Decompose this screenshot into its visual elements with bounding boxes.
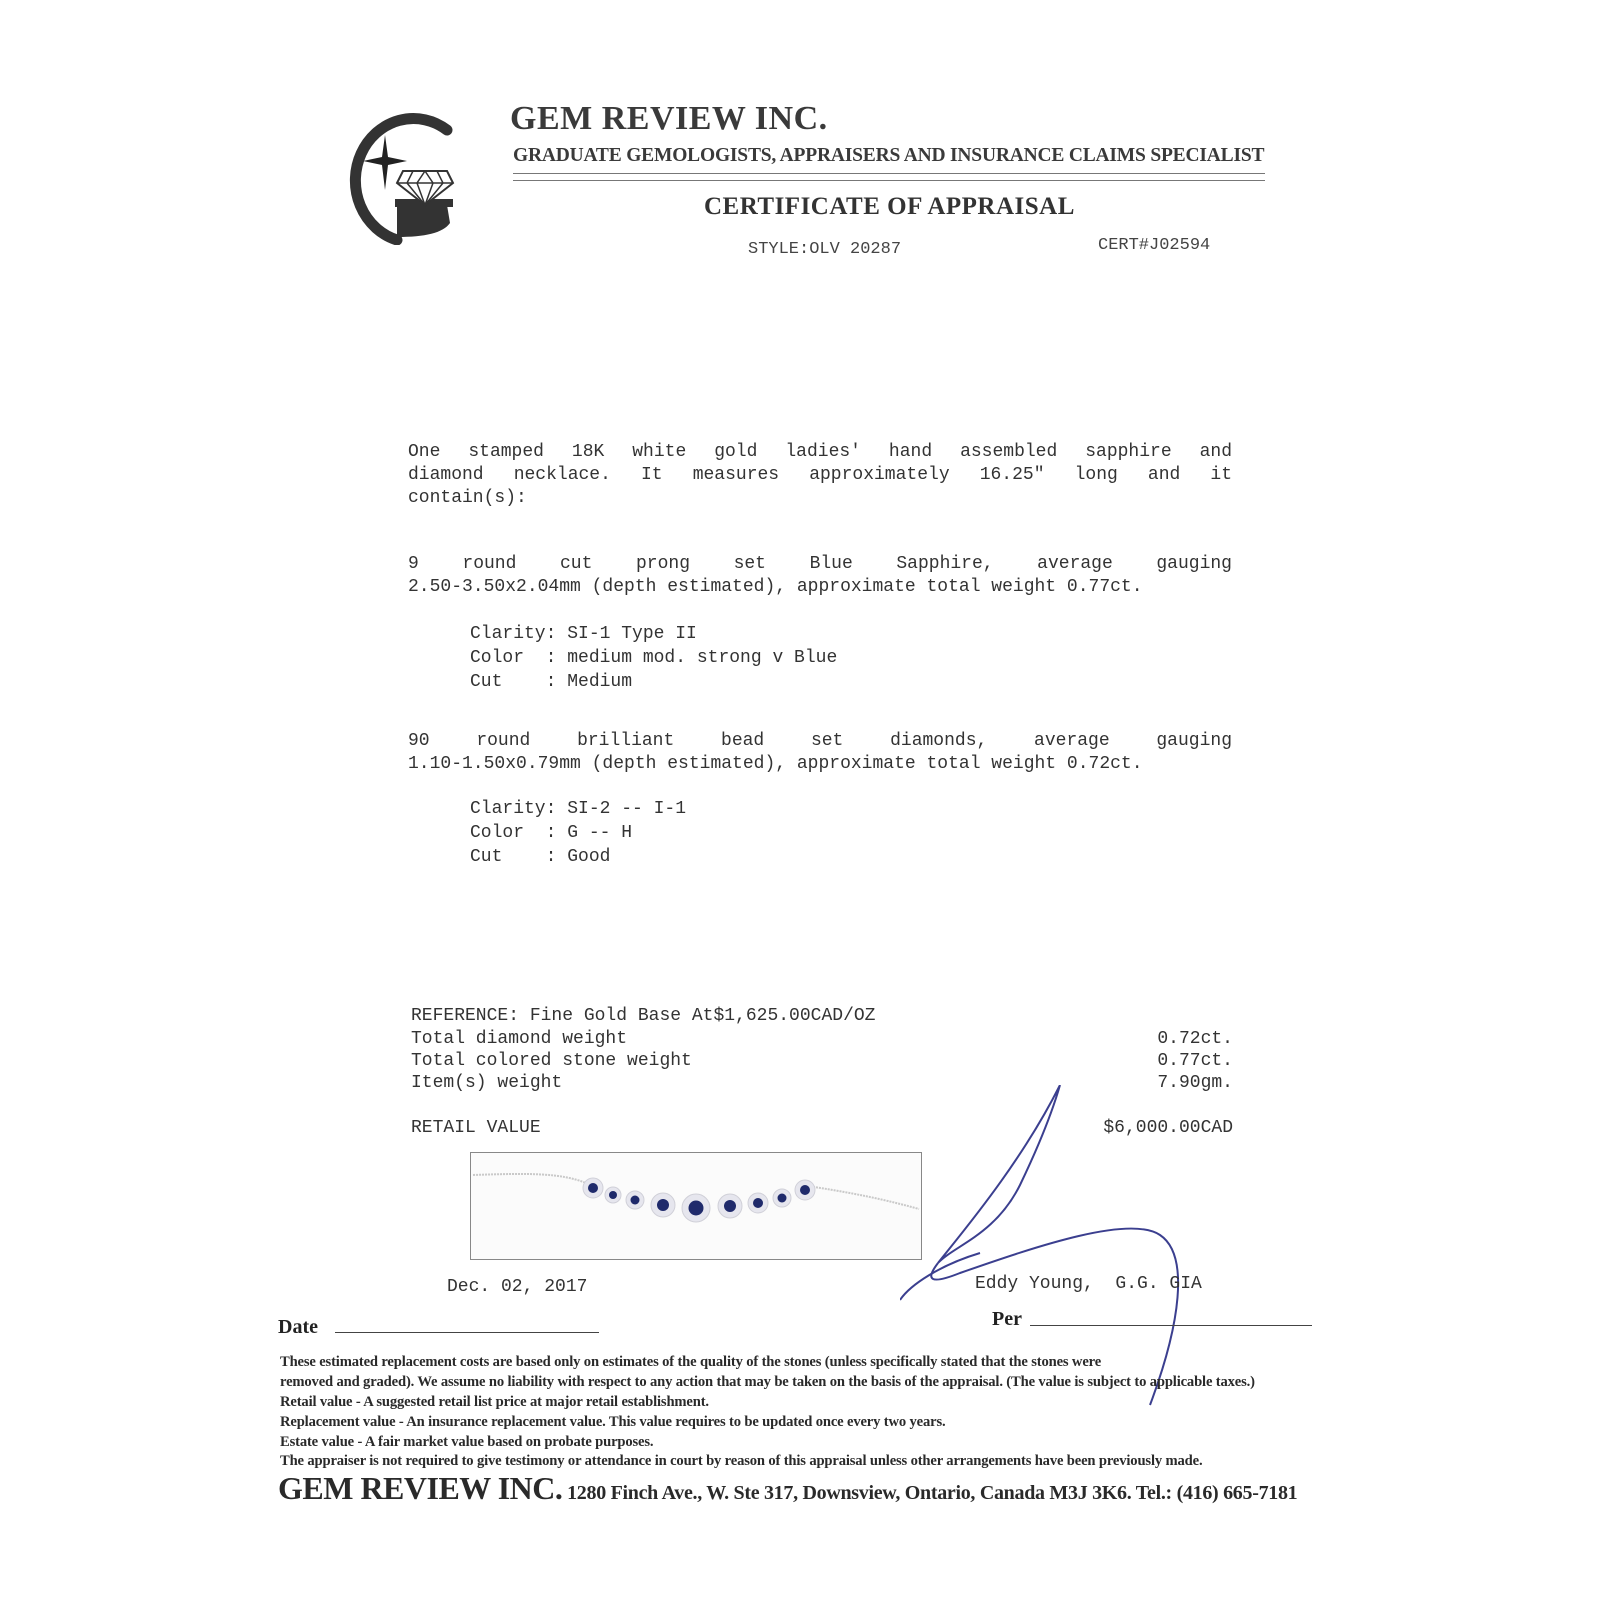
disclaimer-line: removed and graded). We assume no liability with respect to any action that may be taken on the basis of the appraisal. (The value is subject to applicable taxes.) xyxy=(280,1374,1255,1390)
footer-company-name: GEM REVIEW INC. xyxy=(278,1470,563,1506)
retail-label: RETAIL VALUE xyxy=(411,1118,541,1138)
item-description xyxy=(408,441,1232,510)
diamond-cut: Cut : Good xyxy=(470,847,611,867)
disclaimer-line: The appraiser is not required to give testimony or attendance in court by reason of this appraisal unless other arrangements have been previously made. xyxy=(280,1453,1203,1469)
necklace-photo xyxy=(470,1152,922,1260)
total-value: 0.77ct. xyxy=(1157,1051,1233,1071)
sapphire-line: 9 round cut prong set Blue Sapphire, average gauging xyxy=(408,554,1232,574)
company-name: GEM REVIEW INC. xyxy=(510,100,828,137)
total-row xyxy=(411,1050,1233,1072)
header-divider xyxy=(513,173,1265,181)
diamond-clarity: Clarity: SI-2 -- I-1 xyxy=(470,799,687,819)
gem-review-logo-icon xyxy=(335,105,460,245)
retail-value: $6,000.00CAD xyxy=(1103,1118,1233,1138)
disclaimer-line: Estate value - A fair market value based on probate purposes. xyxy=(280,1434,654,1450)
appraiser-name: Eddy Young, G.G. GIA xyxy=(975,1274,1202,1294)
necklace-image xyxy=(471,1153,921,1259)
reference-line xyxy=(411,1005,1233,1027)
sapphire-cut: Cut : Medium xyxy=(470,672,633,692)
diamond-line: 90 round brilliant bead set diamonds, average gauging xyxy=(408,731,1232,751)
diamond-description xyxy=(408,730,1232,776)
total-label: Item(s) weight xyxy=(411,1073,563,1093)
cert-number: CERT#J02594 xyxy=(1098,236,1211,255)
date-line xyxy=(335,1332,599,1333)
sapphire-color: Color : medium mod. strong v Blue xyxy=(470,648,838,668)
total-value: 7.90gm. xyxy=(1157,1073,1233,1093)
company-tagline: GRADUATE GEMOLOGISTS, APPRAISERS AND INSURANCE CLAIMS SPECIALIST xyxy=(513,145,1265,166)
total-label: Total colored stone weight xyxy=(411,1051,692,1071)
disclaimer-line: Retail value - A suggested retail list price at major retail establishment. xyxy=(280,1394,709,1410)
disclaimer-line: These estimated replacement costs are based only on estimates of the quality of the stones (unless specifically stated that the stones were xyxy=(280,1354,1102,1370)
gold-reference: REFERENCE: Fine Gold Base At$1,625.00CAD/OZ xyxy=(411,1006,876,1026)
footer-address: 1280 Finch Ave., W. Ste 317, Downsview, Ontario, Canada M3J 3K6. Tel.: (416) 665-7181 xyxy=(562,1482,1298,1504)
certificate-title: CERTIFICATE OF APPRAISAL xyxy=(704,193,1075,220)
description-line: One stamped 18K white gold ladies' hand assembled sapphire and xyxy=(408,442,1232,462)
per-line xyxy=(1030,1325,1312,1326)
per-label: Per xyxy=(992,1308,1022,1330)
sapphire-clarity: Clarity: SI-1 Type II xyxy=(470,624,697,644)
sapphire-specs xyxy=(470,622,837,694)
total-row xyxy=(411,1028,1233,1050)
total-value: 0.72ct. xyxy=(1157,1029,1233,1049)
footer xyxy=(278,1470,1297,1507)
sapphire-line: 2.50-3.50x2.04mm (depth estimated), approximate total weight 0.77ct. xyxy=(408,577,1143,597)
diamond-line: 1.10-1.50x0.79mm (depth estimated), approximate total weight 0.72ct. xyxy=(408,754,1143,774)
sapphire-description xyxy=(408,553,1232,599)
diamond-specs xyxy=(470,797,686,869)
total-label: Total diamond weight xyxy=(411,1029,628,1049)
diamond-color: Color : G -- H xyxy=(470,823,633,843)
description-line: contain(s): xyxy=(408,488,527,508)
style-number: STYLE:OLV 20287 xyxy=(748,240,902,259)
disclaimer-line: Replacement value - An insurance replacement value. This value requires to be updated once every two years. xyxy=(280,1414,946,1430)
description-line: diamond necklace. It measures approximately 16.25" long and it xyxy=(408,465,1232,485)
date-label: Date xyxy=(278,1316,318,1338)
appraisal-date: Dec. 02, 2017 xyxy=(447,1277,588,1297)
